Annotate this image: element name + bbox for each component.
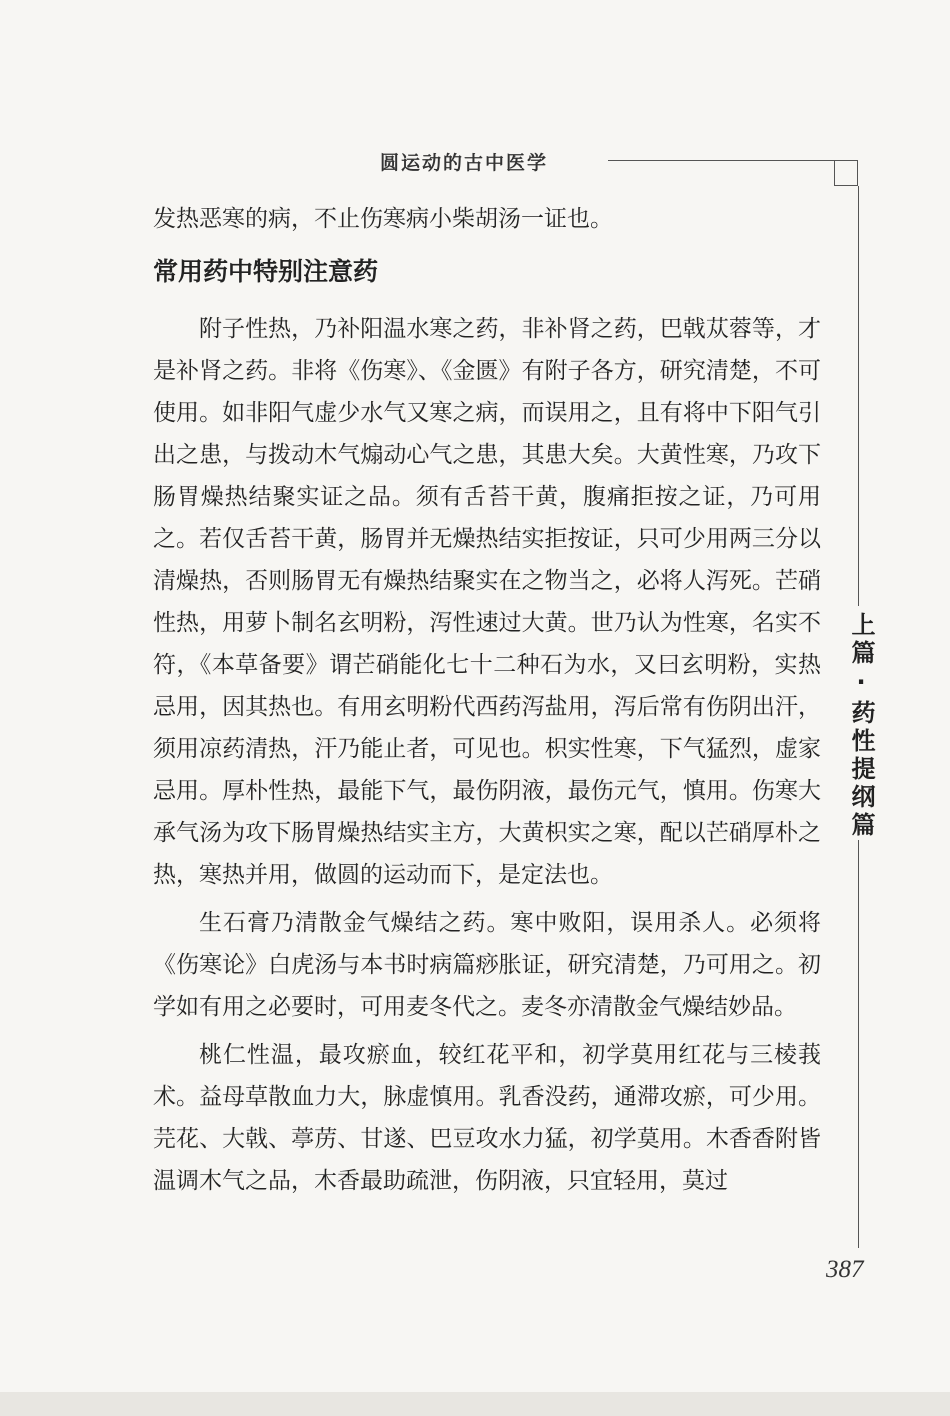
header-rule <box>608 160 858 161</box>
paragraph-shigao: 生石膏乃清散金气燥结之药。寒中败阳，误用杀人。必须将《伤寒论》白虎汤与本书时病篇痧胀证，研究清楚，乃可用之。初学如有用之必要时，可用麦冬代之。麦冬亦清散金气燥结妙品。 <box>153 910 821 1020</box>
paragraph-fuzi: 附子性热，乃补阳温水寒之药，非补肾之药，巴戟苁蓉等，才是补肾之药。非将《伤寒》、《金匮》有附子各方，研究清楚，不可使用。如非阳气虚少水气又寒之病，而误用之，且有将中下阳气引出之患，与拨动木气煽动心气之患，其患大矣。大黄性寒，乃攻下肠胃燥热结聚实证之品。须有舌苔干黄，腹痛拒按之证，乃可用之。若仅舌苔干黄，肠胃并无燥热结实拒按证，只可少用两三分以清燥热，否则肠胃无有燥热结聚实在之物当之，必将人泻死。芒硝性热，用萝卜制名玄明粉，泻性速过大黄。世乃认为性寒，名实不符，《本草备要》谓芒硝能化七十二种石为水，又曰玄明粉，实热忌用，因其热也。有用玄明粉代西药泻盐用，泻后常有伤阴出汗，须用凉药清热，汗乃能止者，可见也。枳实性寒，下气猛烈，虚家忌用。厚朴性热，最能下气，最伤阴液，最伤元气，慎用。伤寒大承气汤为攻下肠胃燥热结实主方，大黄枳实之寒，配以芒硝厚朴之热，寒热并用，做圆的运动而下，是定法也。 <box>153 316 821 888</box>
paragraph-taoren: 桃仁性温，最攻瘀血，较红花平和，初学莫用红花与三棱莪术。益母草散血力大，脉虚慎用。乳香没药，通滞攻瘀，可少用。芫花、大戟、葶苈、甘遂、巴豆攻水力猛，初学莫用。木香香附皆温调木气之品，木香最助疏泄，伤阴液，只宜轻用，莫过 <box>153 1042 821 1194</box>
side-rule-top <box>858 186 859 606</box>
section-title: 常用药中特别注意药 <box>153 257 379 286</box>
page-number: 387 <box>826 1256 864 1283</box>
carryover-line: 发热恶寒的病，不止伤寒病小柴胡汤一证也。 <box>153 206 613 232</box>
page-body <box>153 198 821 1202</box>
scan-bottom-edge <box>0 1392 950 1416</box>
side-rule-bottom <box>858 840 859 1248</box>
header-corner-box <box>834 160 858 186</box>
running-header-title: 圆运动的古中医学 <box>380 152 549 174</box>
section-side-tab: 上篇·药性提纲篇 <box>847 612 875 840</box>
